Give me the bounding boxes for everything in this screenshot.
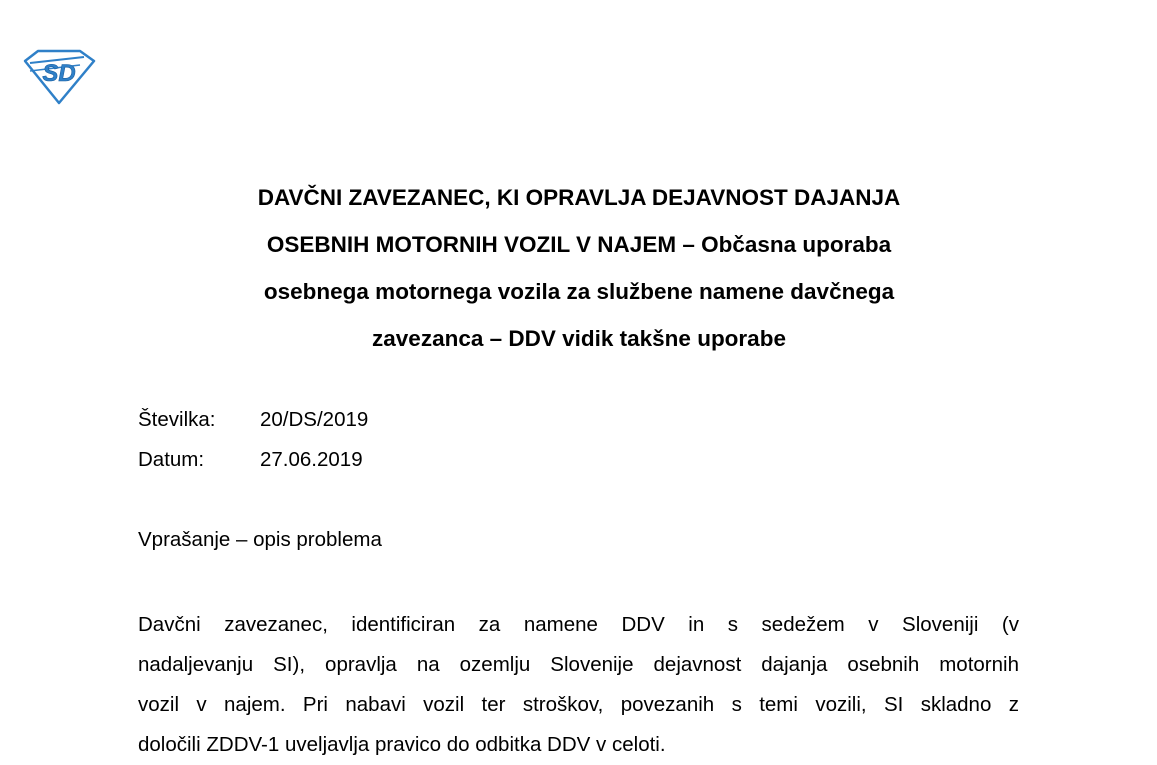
document-number-value: 20/DS/2019 bbox=[260, 408, 369, 431]
document-date-label: Datum: bbox=[138, 448, 205, 471]
logo-lettering: SD bbox=[42, 60, 76, 87]
paragraph-line: vozil v najem. Pri nabavi vozil ter stroškov, povezanih s temi vozili, SI skladno z bbox=[138, 693, 1019, 716]
title-line: DAVČNI ZAVEZANEC, KI OPRAVLJA DEJAVNOST DAJANJA bbox=[257, 185, 901, 210]
title-line: osebnega motornega vozila za službene namene davčnega bbox=[263, 279, 895, 304]
body-paragraph bbox=[138, 605, 1019, 765]
document-date-value: 27.06.2019 bbox=[260, 448, 363, 471]
company-logo bbox=[22, 49, 96, 105]
document-title bbox=[150, 174, 1008, 362]
title-line: OSEBNIH MOTORNIH VOZIL V NAJEM – Občasna uporaba bbox=[266, 232, 892, 257]
paragraph-line: Davčni zavezanec, identificiran za namene DDV in s sedežem v Sloveniji (v bbox=[138, 613, 1019, 636]
document-number-label: Številka: bbox=[138, 408, 216, 431]
title-line: zavezanca – DDV vidik takšne uporabe bbox=[372, 326, 786, 351]
section-heading: Vprašanje – opis problema bbox=[138, 528, 382, 551]
paragraph-line: določili ZDDV-1 uveljavlja pravico do odbitka DDV v celoti. bbox=[138, 733, 666, 756]
paragraph-line: nadaljevanju SI), opravlja na ozemlju Slovenije dejavnost dajanja osebnih motornih bbox=[138, 653, 1019, 676]
